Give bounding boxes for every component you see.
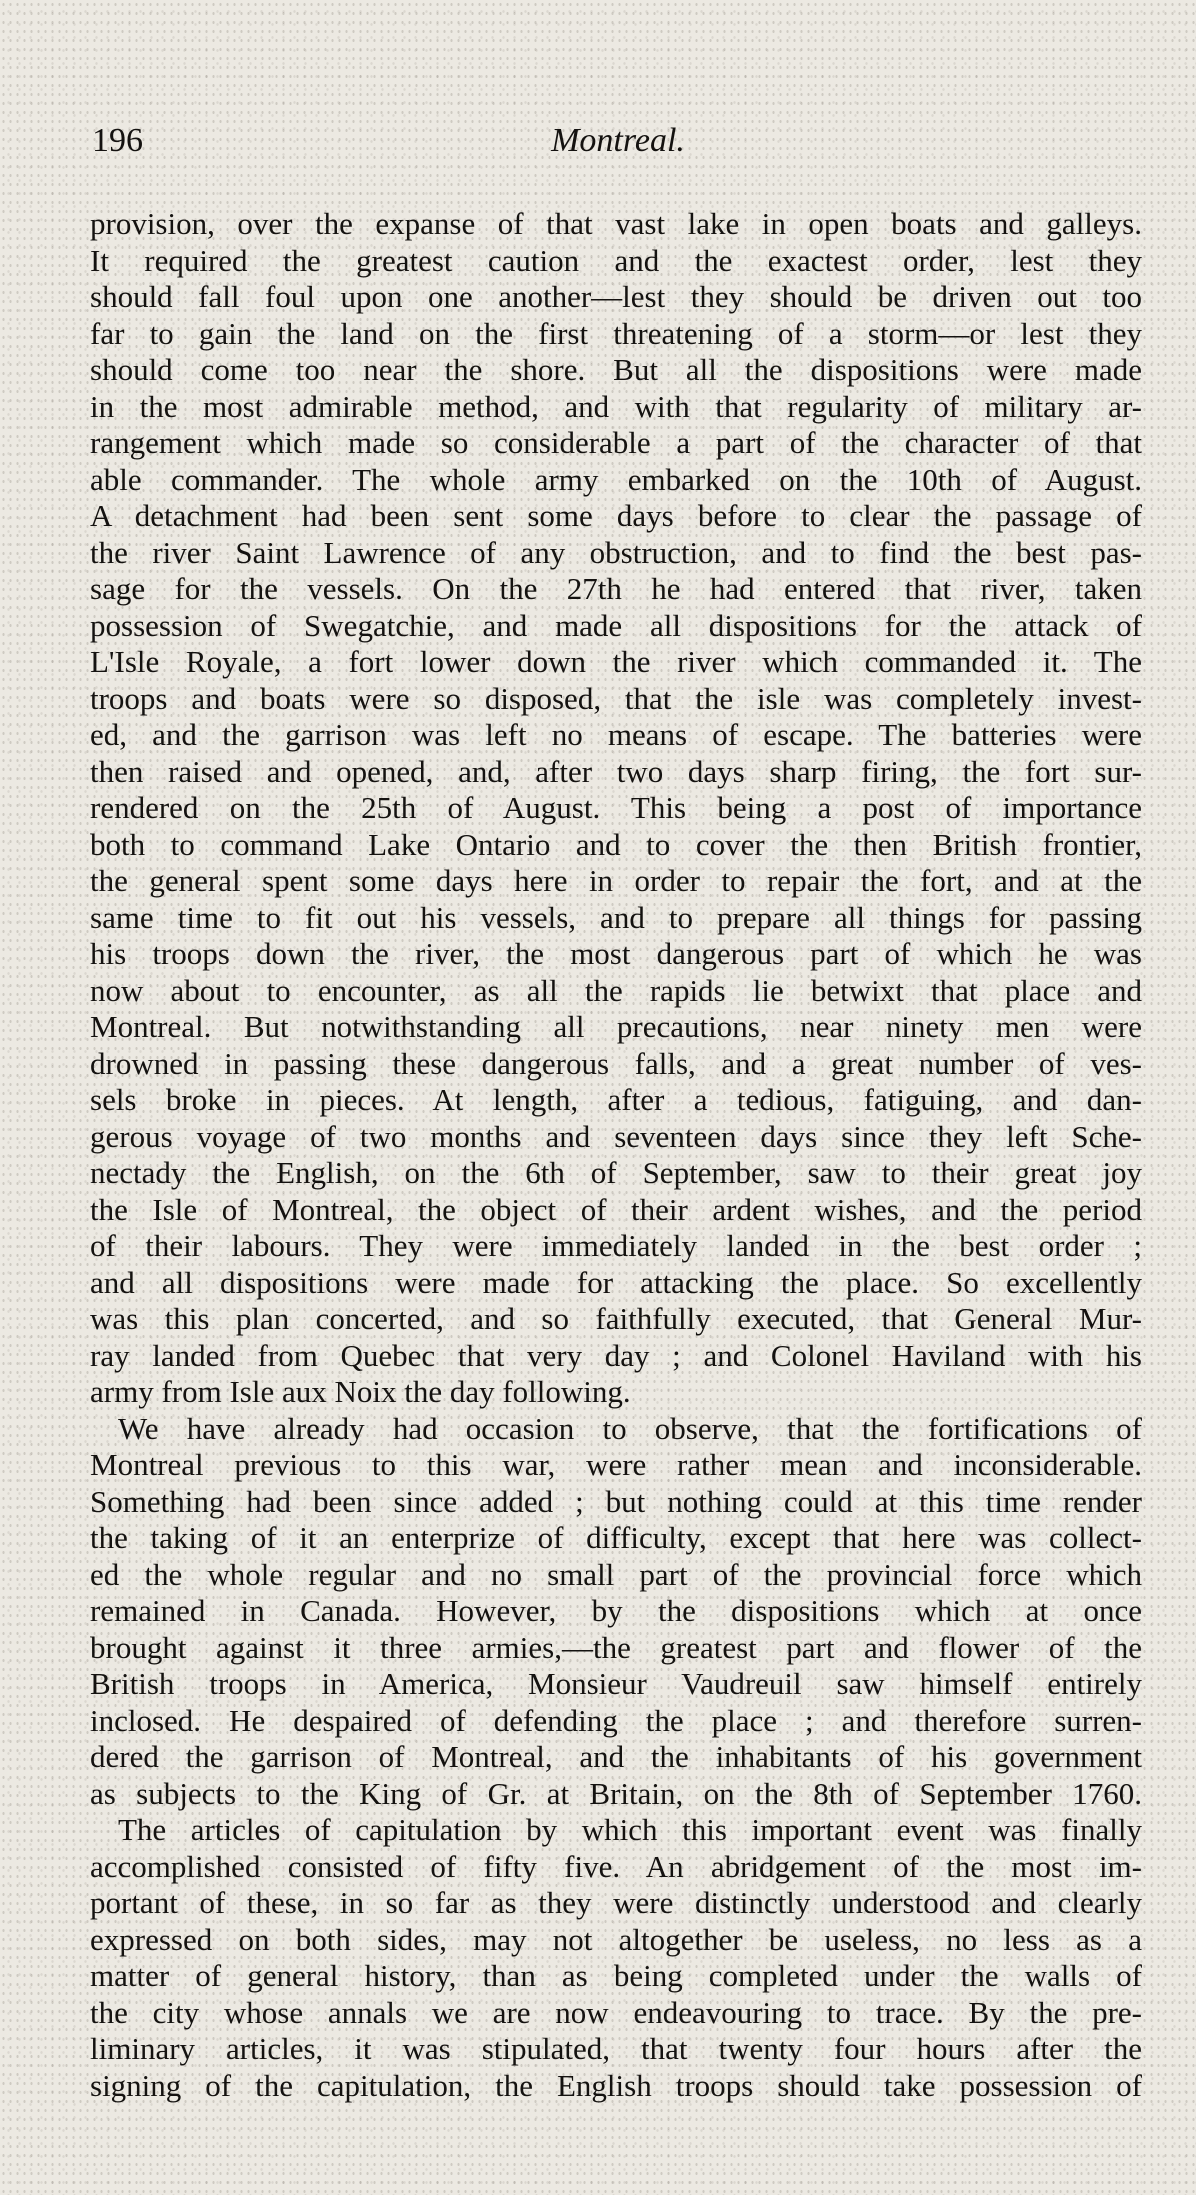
text-line: portant of these, in so far as they were distinctly understood and clearly <box>90 1885 1142 1920</box>
text-line: drowned in passing these dangerous falls, and a great number of ves- <box>90 1045 1142 1081</box>
text-line: should come too near the shore. But all the dispositions were made <box>90 352 1142 387</box>
page-number: 196 <box>92 122 143 159</box>
text-line: It required the greatest caution and the exactest order, lest they <box>90 242 1142 278</box>
text-line: Something had been since added ; but nothing could at this time render <box>90 1483 1142 1519</box>
text-line: now about to encounter, as all the rapids lie betwixt that place and <box>90 972 1142 1008</box>
text-line: matter of general history, than as being completed under the walls of <box>90 1958 1142 1993</box>
text-line: dered the garrison of Montreal, and the inhabitants of his government <box>90 1739 1142 1774</box>
text-line: sels broke in pieces. At length, after a tedious, fatiguing, and dan- <box>90 1082 1142 1117</box>
text-line: inclosed. He despaired of defending the place ; and therefore surren- <box>90 1702 1142 1738</box>
text-line: brought against it three armies,—the greatest part and flower of the <box>90 1629 1142 1665</box>
body-text <box>90 206 1142 2104</box>
text-line: troops and boats were so disposed, that the isle was completely invest- <box>90 680 1142 716</box>
text-line: the river Saint Lawrence of any obstruction, and to find the best pas- <box>90 534 1142 570</box>
text-line: the Isle of Montreal, the object of their ardent wishes, and the period <box>90 1191 1142 1227</box>
text-line: gerous voyage of two months and seventeen days since they left Sche- <box>90 1118 1142 1154</box>
text-line: the city whose annals we are now endeavouring to trace. By the pre- <box>90 1994 1142 2030</box>
text-line: both to command Lake Ontario and to cover the then British frontier, <box>90 826 1142 862</box>
text-line: same time to fit out his vessels, and to prepare all things for passing <box>90 899 1142 935</box>
text-line: should fall foul upon one another—lest they should be driven out too <box>90 279 1142 314</box>
text-line: Montreal. But notwithstanding all precautions, near ninety men were <box>90 1009 1142 1044</box>
text-line: sage for the vessels. On the 27th he had entered that river, taken <box>90 571 1142 606</box>
paragraph-start: The articles of capitulation by which this important event was finally <box>118 1812 1142 1847</box>
text-line: able commander. The whole army embarked on the 10th of August. <box>90 461 1142 497</box>
text-line: Montreal previous to this war, were rather mean and inconsiderable. <box>90 1447 1142 1482</box>
text-line: ray landed from Quebec that very day ; and Colonel Haviland with his <box>90 1337 1142 1373</box>
text-line: remained in Canada. However, by the dispositions which at once <box>90 1593 1142 1628</box>
text-line: the general spent some days here in order to repair the fort, and at the <box>90 863 1142 898</box>
text-line: his troops down the river, the most dangerous part of which he was <box>90 936 1142 971</box>
text-line: ed the whole regular and no small part of the provincial force which <box>90 1556 1142 1592</box>
text-line: provision, over the expanse of that vast lake in open boats and galleys. <box>90 206 1142 241</box>
running-head <box>92 118 1144 164</box>
running-title: Montreal. <box>551 122 685 159</box>
text-line: signing of the capitulation, the English troops should take possession of <box>90 2067 1142 2103</box>
text-line: liminary articles, it was stipulated, that twenty four hours after the <box>90 2031 1142 2066</box>
text-line: army from Isle aux Noix the day following. <box>90 1374 631 1409</box>
text-line: and all dispositions were made for attacking the place. So excellently <box>90 1264 1142 1300</box>
text-line: nectady the English, on the 6th of September, saw to their great joy <box>90 1155 1142 1190</box>
text-line: British troops in America, Monsieur Vaudreuil saw himself entirely <box>90 1666 1142 1701</box>
text-line: ed, and the garrison was left no means of escape. The batteries were <box>90 717 1142 752</box>
text-line: A detachment had been sent some days before to clear the passage of <box>90 498 1142 533</box>
text-line: far to gain the land on the first threatening of a storm—or lest they <box>90 315 1142 351</box>
text-line: possession of Swegatchie, and made all dispositions for the attack of <box>90 607 1142 643</box>
paragraph-start: We have already had occasion to observe, that the fortifications of <box>118 1410 1142 1446</box>
text-line: expressed on both sides, may not altogether be useless, no less as a <box>90 1921 1142 1957</box>
text-line: rangement which made so considerable a part of the character of that <box>90 425 1142 460</box>
text-line: rendered on the 25th of August. This being a post of importance <box>90 790 1142 825</box>
text-line: of their labours. They were immediately landed in the best order ; <box>90 1228 1142 1263</box>
text-line: as subjects to the King of Gr. at Britain, on the 8th of September 1760. <box>90 1775 1142 1811</box>
text-line: L'Isle Royale, a fort lower down the river which commanded it. The <box>90 644 1142 679</box>
text-line: was this plan concerted, and so faithfully executed, that General Mur- <box>90 1301 1142 1336</box>
text-line: the taking of it an enterprize of difficulty, except that here was collect- <box>90 1520 1142 1555</box>
text-line: then raised and opened, and, after two days sharp firing, the fort sur- <box>90 753 1142 789</box>
text-line: in the most admirable method, and with that regularity of military ar- <box>90 388 1142 424</box>
text-line: accomplished consisted of fifty five. An abridgement of the most im- <box>90 1848 1142 1884</box>
